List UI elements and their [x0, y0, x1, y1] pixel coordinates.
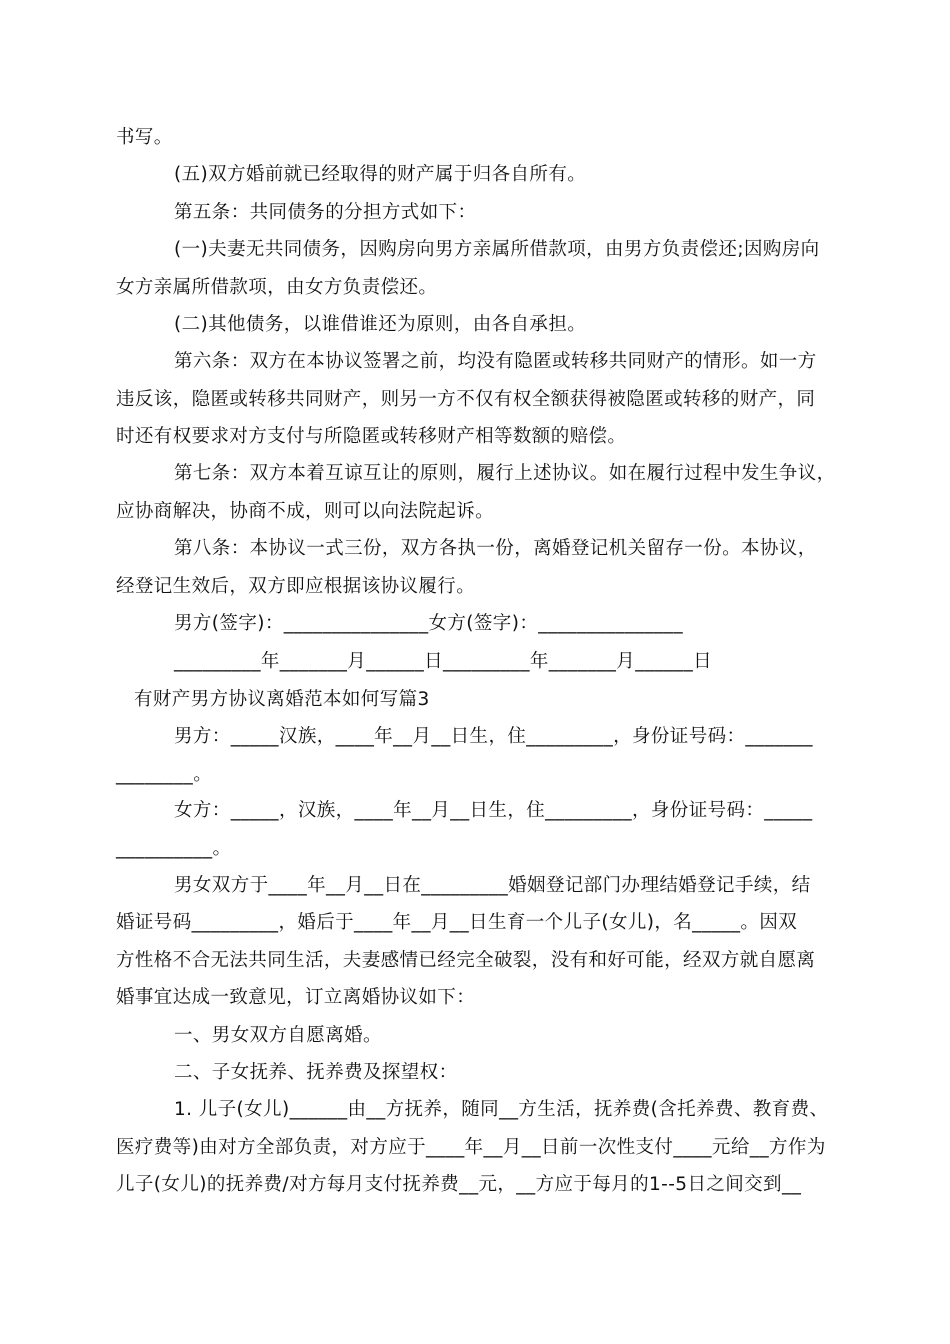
text-line: 医疗费等)由对方全部负责，对方应于____年__月__日前一次性支付____元给__方作为: [116, 1137, 826, 1158]
text-line: 第八条：本协议一式三份，双方各执一份，离婚登记机关留存一份。本协议，: [174, 538, 817, 559]
text-line: 方性格不合无法共同生活，夫妻感情已经完全破裂，没有和好可能，经双方就自愿离: [116, 950, 816, 971]
text-line: 应协商解决，协商不成，则可以向法院起诉。: [116, 501, 495, 522]
text-line: 1. 儿子(女儿)______由__方抚养，随同__方生活，抚养费(含托养费、教育费、: [174, 1099, 829, 1120]
text-line: 婚证号码_________，婚后于____年__月__日生育一个儿子(女儿)，名_____。因双: [116, 912, 798, 933]
text-line: 第七条：双方本着互谅互让的原则，履行上述协议。如在履行过程中发生争议，: [174, 463, 836, 484]
section-heading: 有财产男方协议离婚范本如何写篇3: [134, 689, 430, 710]
text-line: 时还有权要求对方支付与所隐匿或转移财产相等数额的赔偿。: [116, 426, 627, 447]
text-line: 一、男女双方自愿离婚。: [174, 1025, 382, 1046]
text-line: ________。: [116, 764, 213, 785]
date-line: _________年_______月______日_________年_______月______日: [174, 651, 713, 672]
text-line: (五)双方婚前就已经取得的财产属于归各自所有。: [174, 164, 587, 185]
text-line: 婚事宜达成一致意见，订立离婚协议如下：: [116, 987, 476, 1008]
text-line: 男女双方于____年__月__日在_________婚姻登记部门办理结婚登记手续，结: [174, 875, 811, 896]
text-line: 二、子女抚养、抚养费及探望权：: [174, 1062, 458, 1083]
text-line: 第五条：共同债务的分担方式如下：: [174, 202, 477, 223]
text-line: (一)夫妻无共同债务，因购房向男方亲属所借款项，由男方负责偿还;因购房向: [174, 239, 820, 260]
text-line: 儿子(女儿)的抚养费/对方每月支付抚养费__元，__方应于每月的1--5日之间交到__: [116, 1174, 802, 1195]
text-line: __________。: [116, 838, 232, 859]
text-line: 男方：_____汉族，____年__月__日生，住_________，身份证号码：_______: [174, 726, 813, 747]
text-line: 女方：_____，汉族，____年__月__日生，住_________，身份证号码：_____: [174, 800, 813, 821]
text-line: (二)其他债务，以谁借谁还为原则，由各自承担。: [174, 314, 587, 335]
text-line: 违反该，隐匿或转移共同财产，则另一方不仅有权全额获得被隐匿或转移的财产，同: [116, 389, 816, 410]
signature-line: 男方(签字)：_______________女方(签字)：_______________: [174, 613, 683, 634]
text-line: 第六条：双方在本协议签署之前，均没有隐匿或转移共同财产的情形。如一方: [174, 351, 817, 372]
text-line: 女方亲属所借款项，由女方负责偿还。: [116, 277, 438, 298]
text-line: 书写。: [116, 127, 173, 148]
text-line: 经登记生效后，双方即应根据该协议履行。: [116, 576, 476, 597]
